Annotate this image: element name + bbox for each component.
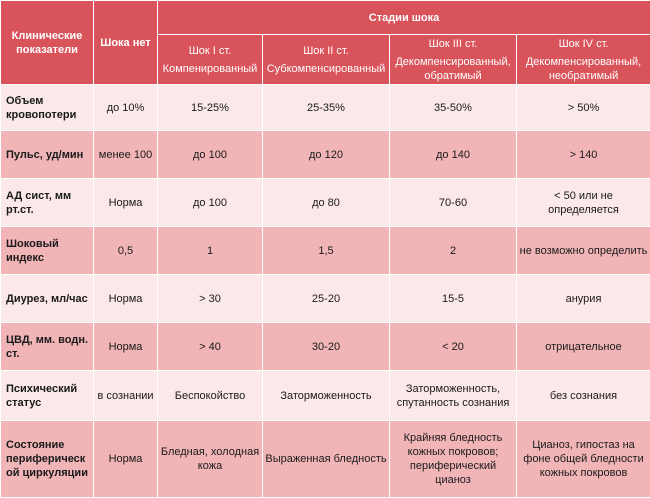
cell-stage-2: 1,5 [263, 227, 390, 275]
header-stage-2 [263, 35, 390, 85]
header-stage-4 [517, 35, 650, 85]
row-systolic-bp [1, 179, 650, 227]
row-label: Состояние периферическ ой циркуляции [1, 421, 94, 498]
cell-stage-1: 1 [158, 227, 263, 275]
row-label: Объем кровопотери [1, 85, 94, 131]
stage-1-name: Шок I ст. [160, 44, 260, 62]
row-label: АД сист, мм рт.ст. [1, 179, 94, 227]
header-shock-stages: Стадии шока [158, 1, 650, 35]
cell-stage-2: 25-20 [263, 275, 390, 323]
row-label: Шоковый индекс [1, 227, 94, 275]
cell-no-shock: Норма [94, 179, 158, 227]
cell-stage-3: 2 [390, 227, 517, 275]
cell-stage-2: Заторможенность [263, 371, 390, 421]
row-diuresis [1, 275, 650, 323]
row-blood-loss [1, 85, 650, 131]
stage-2-desc: Субкомпенсированный [265, 62, 387, 76]
header-clinical-indicators: Клинические показатели [1, 1, 94, 85]
cell-stage-4: без сознания [517, 371, 650, 421]
cell-stage-1: до 100 [158, 179, 263, 227]
stage-4-desc: Декомпенсированный, необратимый [519, 55, 648, 83]
cell-stage-1: > 30 [158, 275, 263, 323]
cell-no-shock: до 10% [94, 85, 158, 131]
cell-stage-2: Выраженная бледность [263, 421, 390, 498]
cell-stage-4: анурия [517, 275, 650, 323]
cell-no-shock: Норма [94, 421, 158, 498]
cell-stage-3: Крайняя бледность кожных покровов; периферический цианоз [390, 421, 517, 498]
cell-stage-2: 25-35% [263, 85, 390, 131]
row-cvp [1, 323, 650, 371]
header-stage-3 [390, 35, 517, 85]
cell-stage-3: 15-5 [390, 275, 517, 323]
cell-no-shock: 0,5 [94, 227, 158, 275]
row-label: Диурез, мл/час [1, 275, 94, 323]
cell-no-shock: менее 100 [94, 131, 158, 179]
cell-stage-4: Цианоз, гипостаз на фоне общей бледности кожных покровов [517, 421, 650, 498]
header-no-shock: Шока нет [94, 1, 158, 85]
stage-2-name: Шок II ст. [265, 44, 387, 62]
cell-stage-1: 15-25% [158, 85, 263, 131]
cell-stage-1: > 40 [158, 323, 263, 371]
cell-stage-1: Бледная, холодная кожа [158, 421, 263, 498]
cell-stage-4: > 140 [517, 131, 650, 179]
cell-no-shock: Норма [94, 323, 158, 371]
cell-stage-4: < 50 или не определяется [517, 179, 650, 227]
stage-1-desc: Компенированный [160, 62, 260, 76]
row-label: Психический статус [1, 371, 94, 421]
cell-stage-3: Заторможенность, спутанность сознания [390, 371, 517, 421]
cell-stage-2: 30-20 [263, 323, 390, 371]
row-shock-index [1, 227, 650, 275]
cell-stage-1: до 100 [158, 131, 263, 179]
cell-stage-3: < 20 [390, 323, 517, 371]
row-label: ЦВД, мм. водн. ст. [1, 323, 94, 371]
cell-stage-3: до 140 [390, 131, 517, 179]
cell-stage-4: не возможно определить [517, 227, 650, 275]
row-label: Пульс, уд/мин [1, 131, 94, 179]
row-pulse [1, 131, 650, 179]
cell-stage-2: до 80 [263, 179, 390, 227]
cell-stage-3: 35-50% [390, 85, 517, 131]
cell-stage-3: 70-60 [390, 179, 517, 227]
cell-no-shock: в сознании [94, 371, 158, 421]
stage-3-name: Шок III ст. [392, 37, 514, 55]
stage-4-name: Шок IV ст. [519, 37, 648, 55]
cell-stage-1: Беспокойство [158, 371, 263, 421]
row-mental-status [1, 371, 650, 421]
header-stage-1 [158, 35, 263, 85]
stage-3-desc: Декомпенсированный, обратимый [392, 55, 514, 83]
cell-no-shock: Норма [94, 275, 158, 323]
row-peripheral-circulation [1, 421, 650, 498]
cell-stage-2: до 120 [263, 131, 390, 179]
cell-stage-4: отрицательное [517, 323, 650, 371]
cell-stage-4: > 50% [517, 85, 650, 131]
